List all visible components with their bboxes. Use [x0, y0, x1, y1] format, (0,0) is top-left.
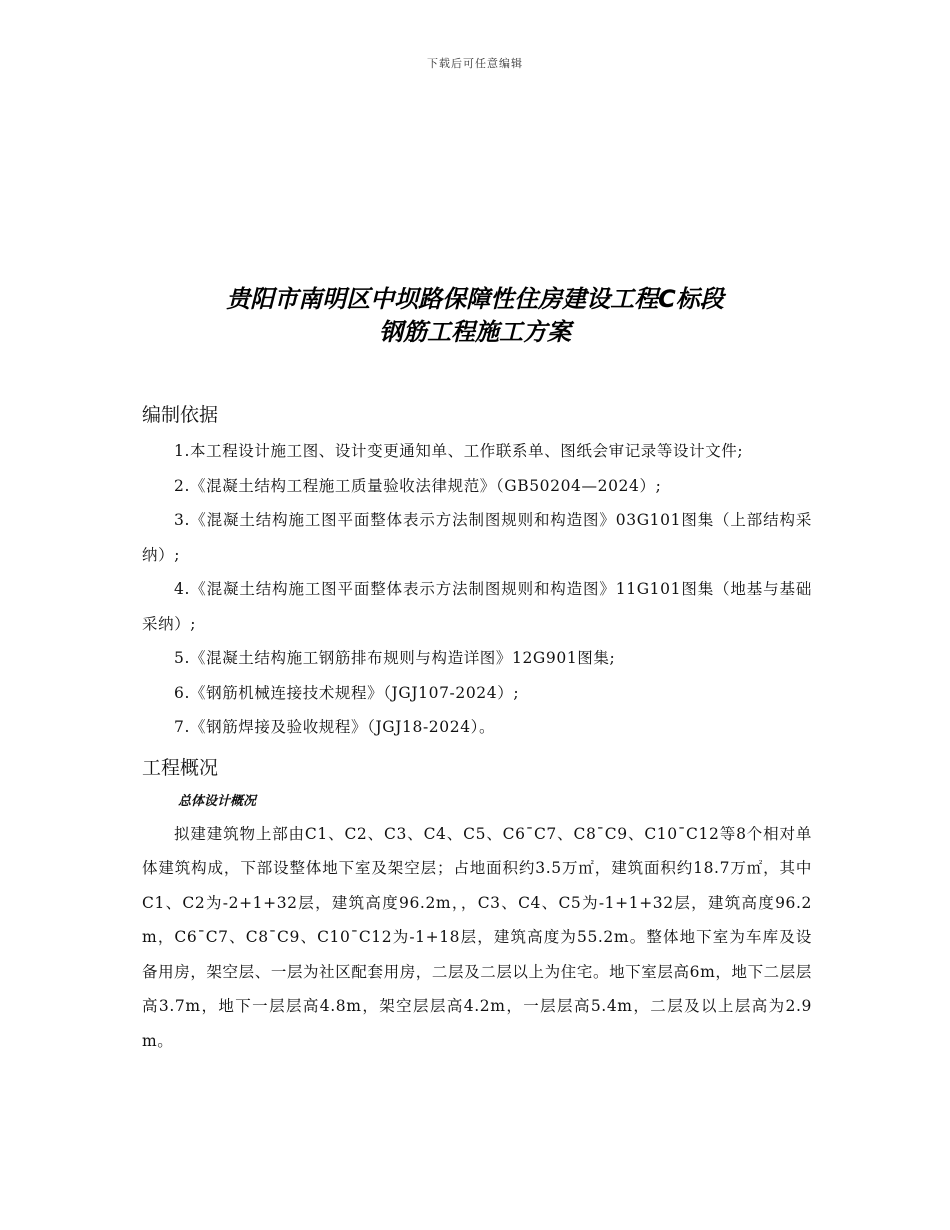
page-header-note: 下载后可任意编辑 [427, 57, 523, 70]
overview-paragraph: 拟建建筑物上部由C1、C2、C3、C4、C5、C6¯C7、C8¯C9、C10¯C12等8个相对单体建筑构成，下部设整体地下室及架空层；占地面积约3.5万㎡，建筑面积约18.7万㎡，其中C1、C2为-2+1+32层，建筑高度96.2m，，C3、C4、C5为-1+1+32层，建筑高度96.2m，C6¯C7、C8¯C9、C10¯C12为-1+18层，建筑高度为55.2m。整体地下室为车库及设备用房，架空层、一层为社区配套用房，二层及二层以上为住宅。地下室层高6m，地下二层层高3.7m，地下一层层高4.8m，架空层层高4.2m，一层层高5.4m，二层及以上层高为2.9m。 [142, 824, 812, 1050]
basis-item: 5.《混凝土结构施工钢筋排布规则与构造详图》12G901图集; [174, 649, 616, 667]
document-title-line-2: 钢筋工程施工方案 [379, 318, 571, 346]
document-title [0, 283, 950, 349]
document-title-line-1: 贵阳市南明区中坝路保障性住房建设工程C标段 [226, 285, 724, 313]
basis-item: 2.《混凝土结构工程施工质量验收法律规范》（GB50204—2024）; [174, 476, 662, 495]
section-heading-basis: 编制依据 [142, 404, 219, 426]
section-heading-overview: 工程概况 [142, 756, 219, 779]
basis-item: 6.《钢筋机械连接技术规程》（JGJ107-2024）; [174, 683, 520, 702]
basis-item: 7.《钢筋焊接及验收规程》（JGJ18-2024）。 [174, 718, 496, 736]
basis-item: 3.《混凝土结构施工图平面整体表示方法制图规则和构造图》03G101图集（上部结构采纳）; [142, 511, 812, 564]
basis-item: 4.《混凝土结构施工图平面整体表示方法制图规则和构造图》11G101图集（地基与基础采纳）; [142, 580, 812, 633]
basis-item: 1.本工程设计施工图、设计变更通知单、工作联系单、图纸会审记录等设计文件; [174, 442, 744, 460]
document-body [142, 400, 812, 1058]
subheading-design-overview: 总体设计概况 [178, 793, 257, 809]
